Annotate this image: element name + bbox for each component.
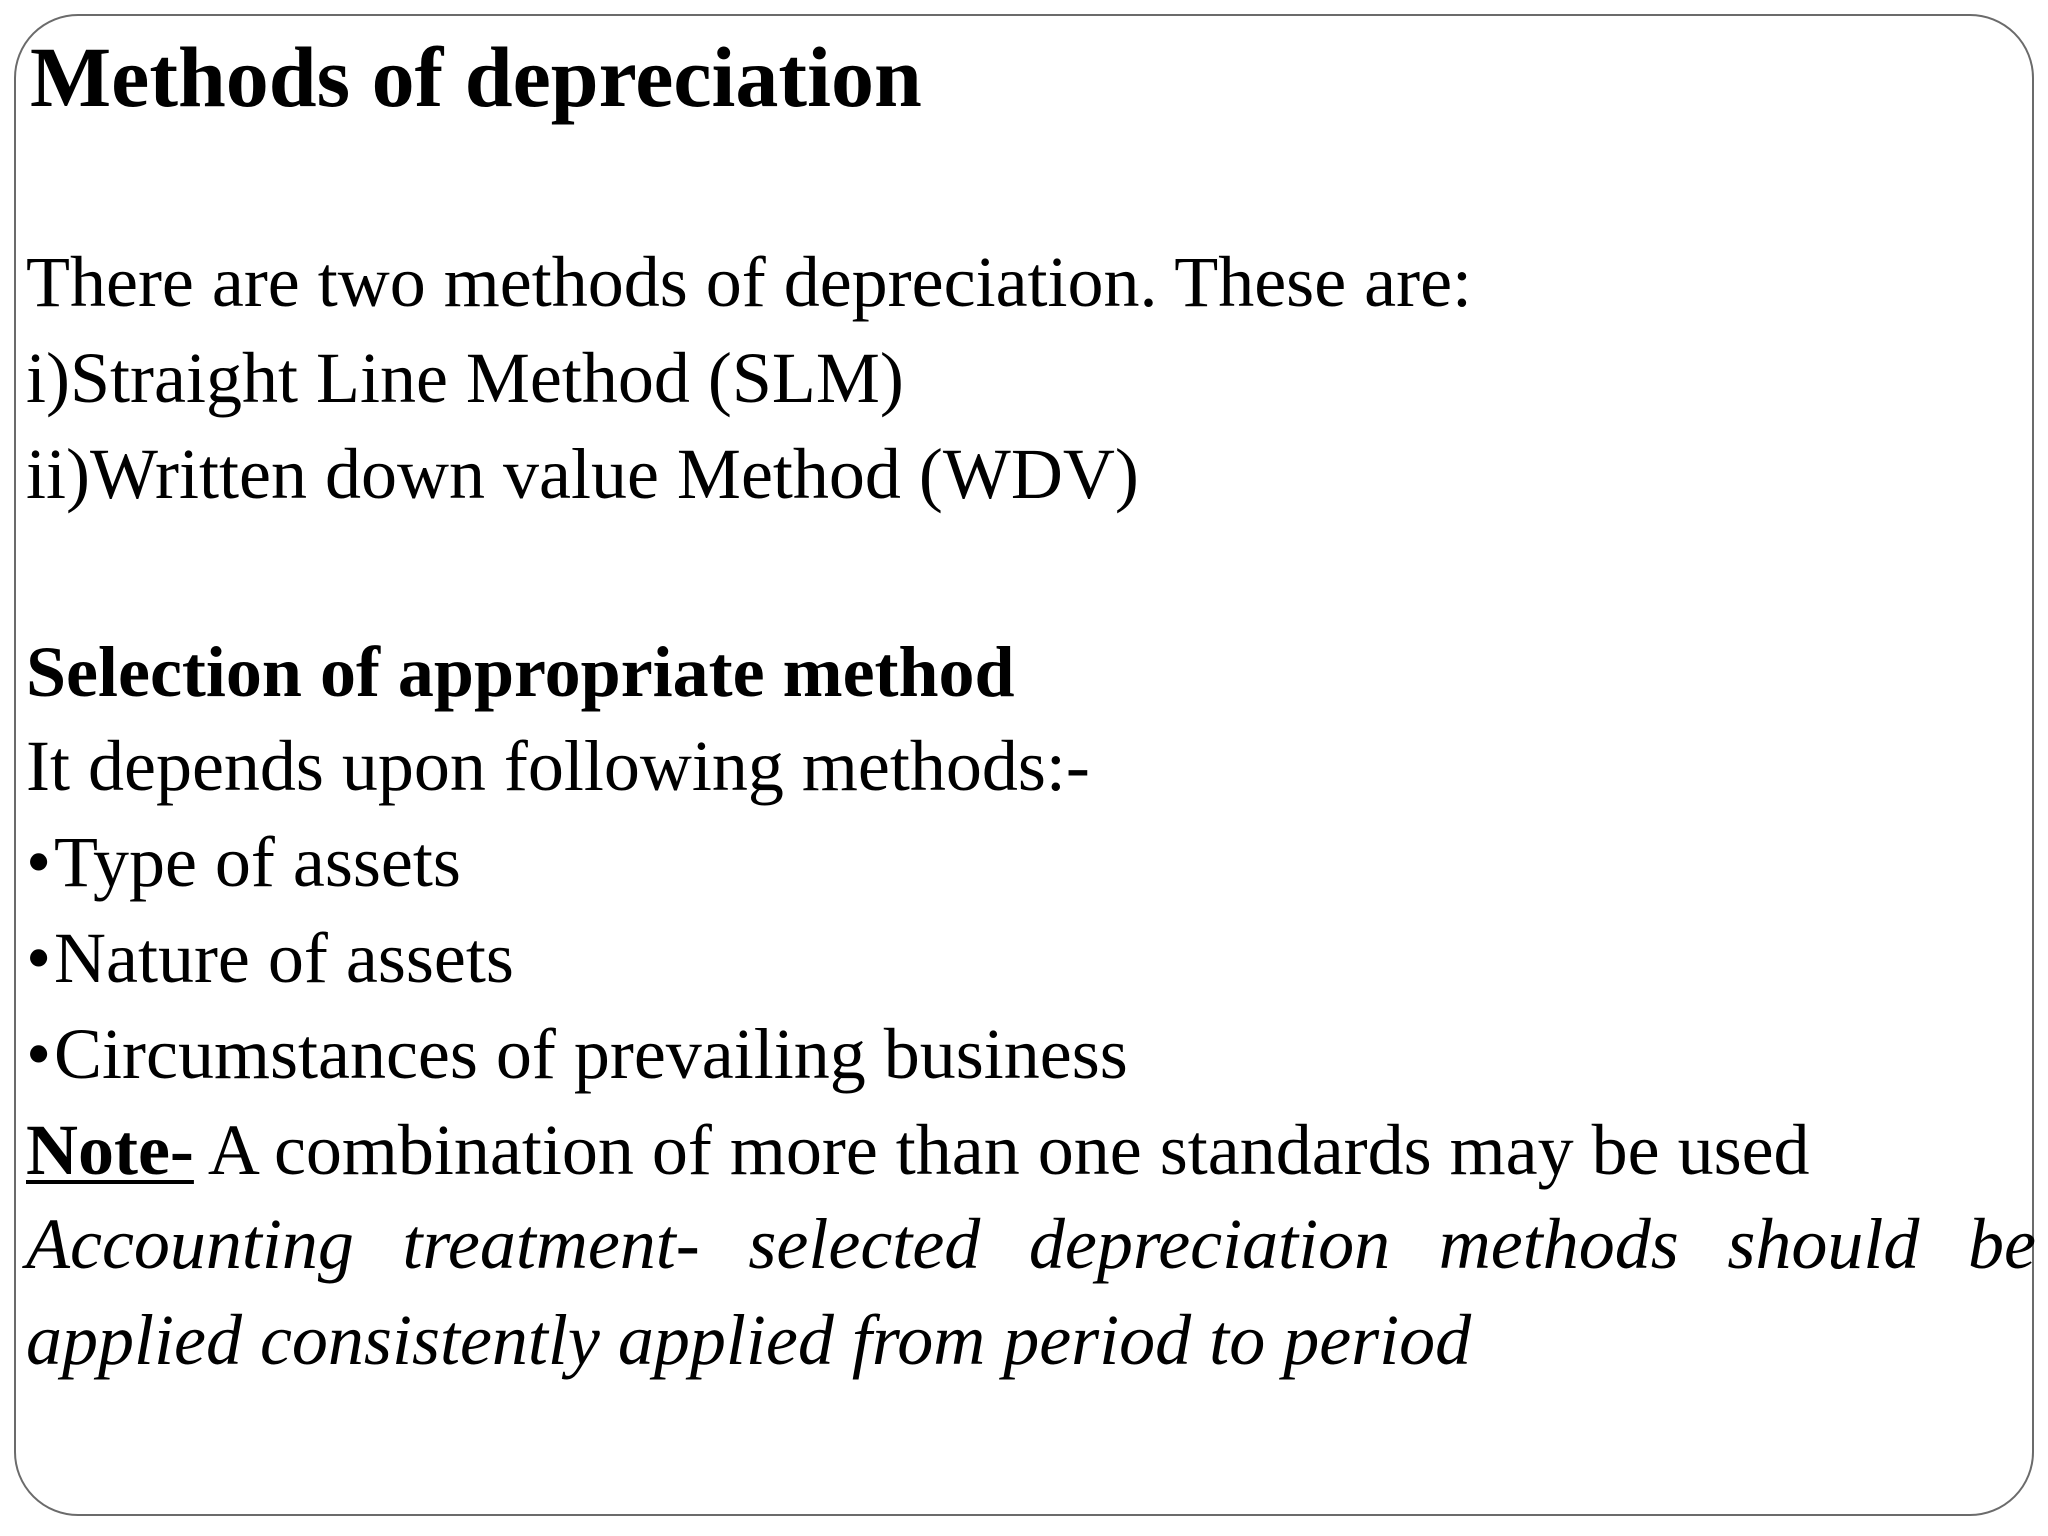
note-label: Note-	[26, 1110, 194, 1190]
factor-label: Type of assets	[54, 822, 461, 902]
selection-heading: Selection of appropriate method	[26, 632, 1015, 712]
factor-label: Circumstances of prevailing business	[54, 1014, 1128, 1094]
accounting-treatment-text: Accounting treatment- selected depreciation methods should be applied consistently applied from period to period	[26, 1204, 2036, 1380]
selection-intro: It depends upon following methods:-	[26, 726, 1090, 806]
slide-frame	[14, 14, 2034, 1516]
intro-text: There are two methods of depreciation. These are:	[26, 242, 1473, 322]
method-item-slm: i)Straight Line Method (SLM)	[26, 338, 904, 418]
bullet-icon: •	[26, 1014, 52, 1094]
slide-title: Methods of depreciation	[30, 29, 922, 125]
bullet-icon: •	[26, 918, 52, 998]
factor-item-type	[26, 822, 461, 902]
factor-item-nature	[26, 918, 514, 998]
bullet-icon: •	[26, 822, 52, 902]
factor-item-circumstances	[26, 1014, 1128, 1094]
method-item-wdv: ii)Written down value Method (WDV)	[26, 434, 1139, 514]
note-line	[26, 1110, 1810, 1190]
factor-label: Nature of assets	[54, 918, 514, 998]
note-text: A combination of more than one standards may be used	[193, 1110, 1810, 1190]
